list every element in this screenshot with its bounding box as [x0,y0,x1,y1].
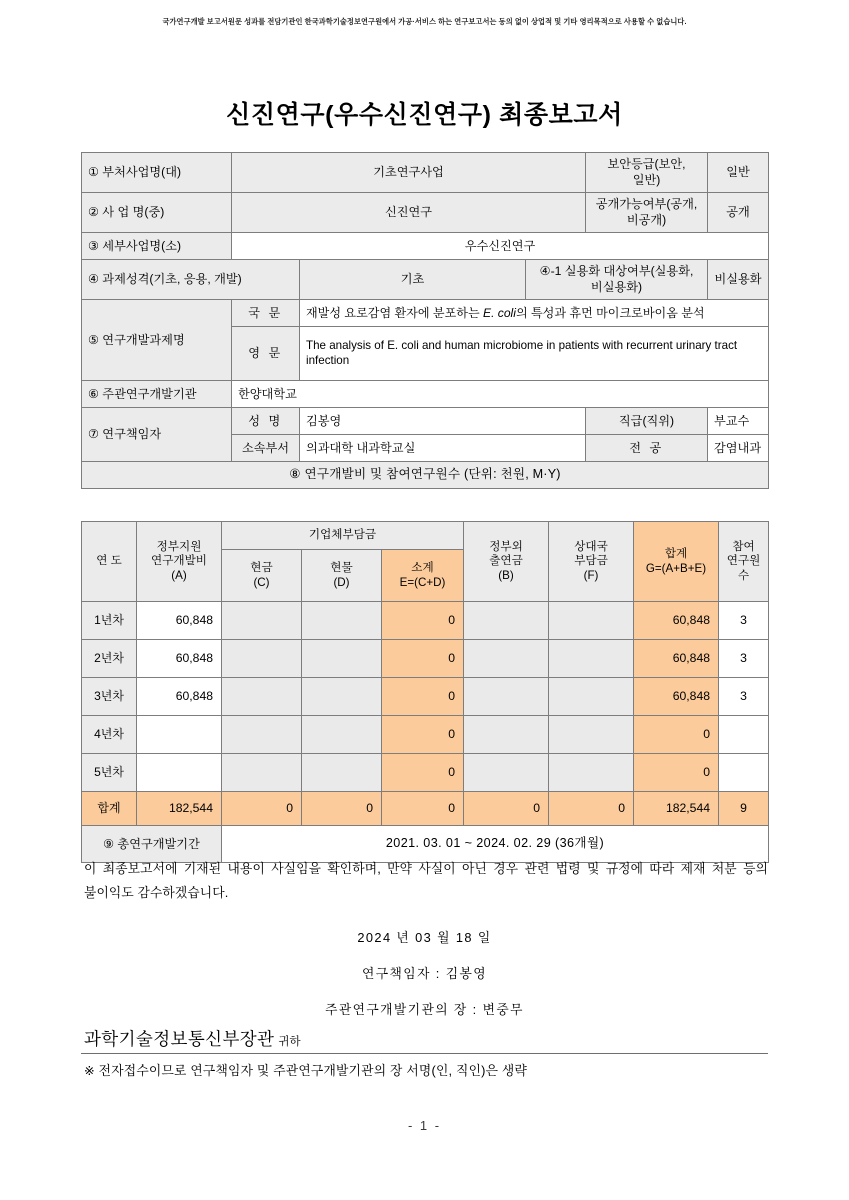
cell-cash [222,716,302,754]
header-gov-support [137,522,222,602]
header-cash-l1: 현금 [250,561,273,575]
cell-sum-gov-support: 182,544 [137,792,222,826]
header-gov-support-l3: (A) [171,568,187,582]
cell-researchers [719,716,769,754]
project-info-table [81,152,769,489]
label-pi-department: 소속부서 [232,434,300,461]
header-grand-total [634,522,719,602]
cell-cash [222,640,302,678]
header-partner-l1: 상대국 [574,540,608,554]
row-value-ministry-program: 기초연구사업 [232,153,586,193]
table-row [82,153,769,193]
table-row [82,232,769,259]
budget-table [81,521,769,863]
cell-subtotal: 0 [382,678,464,716]
cell-gov-support [137,716,222,754]
cell-total: 0 [634,716,719,754]
row-label-commercialization: ④-1 실용화 대상여부(실용화, 비실용화) [526,259,708,299]
header-cash-l2: (C) [253,575,270,589]
table-row [82,602,769,640]
cell-year: 5년차 [82,754,137,792]
header-nongov-l1: 정부외 [489,540,523,554]
value-pi-position: 부교수 [708,407,769,434]
label-korean-title: 국 문 [232,299,300,326]
cell-partner [549,716,634,754]
cell-sum-nongov: 0 [464,792,549,826]
header-total-l1: 합계 [664,547,688,561]
cell-total: 0 [634,754,719,792]
signature-date: 2024 년 03 월 18 일 [357,930,492,945]
table-row [82,380,769,407]
cell-nongov [464,754,549,792]
header-subtotal [382,550,464,602]
copyright-notice: 국가연구개발 보고서원문 성과를 전담기관인 한국과학기술정보연구원에서 가공·서비스 하는 연구보고서는 동의 없이 상업적 및 기타 영리목적으로 사용할 수 없습니다. [162,17,687,26]
cell-gov-support [137,754,222,792]
cell-year: 1년차 [82,602,137,640]
header-researchers [719,522,769,602]
header-partner-l2: 부담금 [574,554,608,568]
cell-gov-support: 60,848 [137,640,222,678]
cell-researchers: 3 [719,602,769,640]
label-pi-position: 직급(직위) [586,407,708,434]
header-company-contribution-group: 기업체부담금 [222,522,464,550]
cell-partner [549,602,634,640]
header-cash [222,550,302,602]
header-subtotal-l1: 소계 [411,561,434,575]
row-label-project-title: ⑤ 연구개발과제명 [82,299,232,380]
row-label-disclosure: 공개가능여부(공개, 비공개) [586,192,708,232]
value-pi-major: 감염내과 [708,434,769,461]
header-nongov-l2: 출연금 [489,554,523,568]
header-partner-l3: (F) [583,568,599,582]
budget-header-row-1 [82,522,769,550]
row-value-program-name: 신진연구 [232,192,586,232]
footnote-text: ※ 전자접수이므로 연구책임자 및 주관연구개발기관의 장 서명(인, 직인)은 생략 [84,1063,528,1078]
row-value-sub-program: 우수신진연구 [232,232,769,259]
cell-inkind [302,640,382,678]
cell-total: 60,848 [634,678,719,716]
addressee-honorific: 귀하 [278,1036,301,1048]
cell-researchers: 3 [719,640,769,678]
cell-gov-support: 60,848 [137,678,222,716]
table-row [82,192,769,232]
cell-sum-total: 182,544 [634,792,719,826]
header-gov-support-l2: 연구개발비 [151,554,207,568]
cell-sum-label: 합계 [82,792,137,826]
addressee [84,1026,301,1051]
header-nongov-funds [464,522,549,602]
signature-institution-head: 주관연구개발기관의 장 : 변중무 [325,1002,524,1017]
label-english-title: 영 문 [232,326,300,380]
header-inkind-l1: 현물 [330,561,353,575]
cell-gov-support: 60,848 [137,602,222,640]
cell-cash [222,602,302,640]
page-title: 신진연구(우수신진연구) 최종보고서 [226,101,623,129]
cell-total: 60,848 [634,602,719,640]
header-total-l2: G=(A+B+E) [645,561,707,575]
header-inkind-l2: (D) [333,575,350,589]
cell-researchers: 3 [719,678,769,716]
table-row [82,754,769,792]
addressee-name: 과학기술정보통신부장관 [84,1029,275,1049]
cell-sum-partner: 0 [549,792,634,826]
row-label-ministry-program: ① 부처사업명(대) [82,153,232,193]
cell-sum-cash: 0 [222,792,302,826]
row-value-project-nature: 기초 [300,259,526,299]
header-researchers-l2: 연구원수 [726,554,761,582]
cell-year: 3년차 [82,678,137,716]
signature-principal-investigator: 연구책임자 : 김봉영 [362,966,487,981]
header-partner-country [549,522,634,602]
cell-researchers [719,754,769,792]
page-number: - 1 - [407,1118,442,1133]
cell-cash [222,678,302,716]
value-total-period: 2021. 03. 01 ~ 2024. 02. 29 (36개월) [222,826,769,863]
row-value-security-grade: 일반 [708,153,769,193]
row-label-security-grade: 보안등급(보안, 일반) [586,153,708,193]
budget-sum-row [82,792,769,826]
label-pi-major: 전 공 [586,434,708,461]
cell-inkind [302,602,382,640]
declaration-text: 이 최종보고서에 기재된 내용이 사실임을 확인하며, 만약 사실이 아닌 경우 관련 법령 및 규정에 따라 제재 처분 등의 불이익도 감수하겠습니다. [84,861,768,900]
row-label-program-name: ② 사 업 명(중) [82,192,232,232]
value-korean-title [300,299,769,326]
row-label-host-institution: ⑥ 주관연구개발기관 [82,380,232,407]
header-subtotal-l2: E=(C+D) [399,575,446,589]
row-label-project-nature: ④ 과제성격(기초, 응용, 개발) [82,259,300,299]
header-inkind [302,550,382,602]
cell-year: 2년차 [82,640,137,678]
row-value-disclosure: 공개 [708,192,769,232]
table-row [82,407,769,434]
cell-partner [549,754,634,792]
cell-sum-inkind: 0 [302,792,382,826]
cell-nongov [464,678,549,716]
table-row [82,640,769,678]
header-gov-support-l1: 정부지원 [156,540,202,554]
cell-partner [549,678,634,716]
divider-rule [81,1053,768,1054]
label-total-period: ⑨ 총연구개발기간 [82,826,222,863]
value-pi-department: 의과대학 내과학교실 [300,434,586,461]
korean-title-pre: 재발성 요로감염 환자에 분포하는 [306,305,483,320]
cell-inkind [302,716,382,754]
korean-title-species: E. coli [483,305,516,320]
row-label-principal-investigator: ⑦ 연구책임자 [82,407,232,461]
table-row [82,678,769,716]
cell-nongov [464,602,549,640]
table-row [82,461,769,488]
cell-cash [222,754,302,792]
value-english-title: The analysis of E. coli and human microbiome in patients with recurrent urinary tract infection [300,326,769,380]
cell-inkind [302,678,382,716]
cell-total: 60,848 [634,640,719,678]
row-value-host-institution: 한양대학교 [232,380,769,407]
value-pi-name: 김봉영 [300,407,586,434]
table-row [82,259,769,299]
cell-nongov [464,640,549,678]
cell-subtotal: 0 [382,716,464,754]
table-row [82,716,769,754]
table-row [82,299,769,326]
header-nongov-l3: (B) [498,568,514,582]
budget-section-caption: ⑧ 연구개발비 및 참여연구원수 (단위: 천원, M·Y) [82,461,769,488]
row-value-commercialization: 비실용화 [708,259,769,299]
cell-sum-subtotal: 0 [382,792,464,826]
cell-subtotal: 0 [382,754,464,792]
row-label-sub-program: ③ 세부사업명(소) [82,232,232,259]
cell-subtotal: 0 [382,640,464,678]
header-year: 연 도 [82,522,137,602]
cell-subtotal: 0 [382,602,464,640]
label-pi-name: 성 명 [232,407,300,434]
cell-sum-researchers: 9 [719,792,769,826]
header-researchers-l1: 참여 [732,540,755,554]
korean-title-post: 의 특성과 휴먼 마이크로바이옴 분석 [515,305,705,320]
cell-partner [549,640,634,678]
cell-year: 4년차 [82,716,137,754]
cell-inkind [302,754,382,792]
cell-nongov [464,716,549,754]
